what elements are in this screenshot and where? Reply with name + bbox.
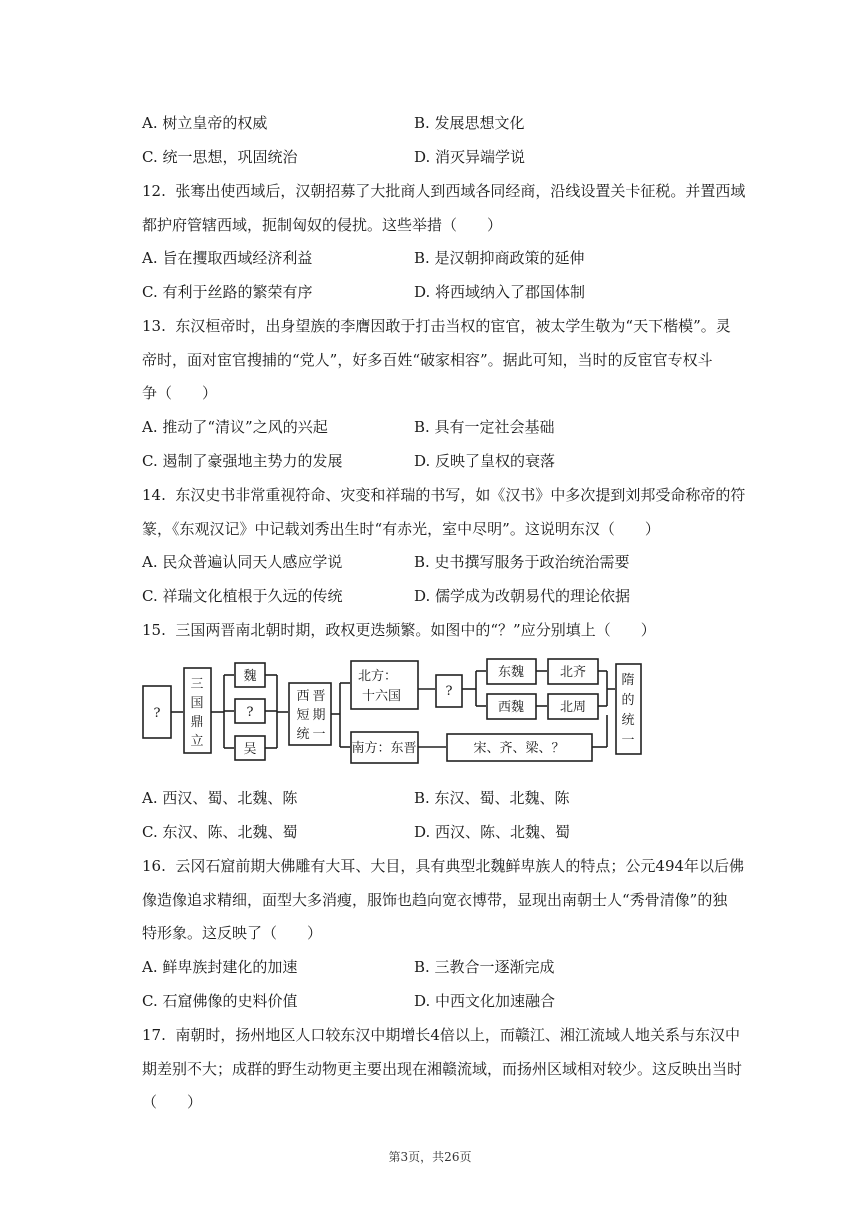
q14-option-c: C. 祥瑞文化植根于久远的传统 bbox=[142, 587, 343, 605]
q3-label: ? bbox=[445, 684, 453, 699]
western-jin-char-6: 一 bbox=[312, 727, 326, 742]
q16-stem-line2: 像造像追求精细，面型大多消瘦，服饰也趋向宽衣博带，显现出南朝士人“秀骨清像”的独 bbox=[142, 891, 728, 909]
page-number-footer: 第3页，共26页 bbox=[388, 1150, 472, 1164]
western-jin-char-2: 晋 bbox=[312, 689, 326, 704]
sui-char-2: 的 bbox=[621, 693, 635, 708]
q12-stem-line2: 都护府管辖西域，扼制匈奴的侵扰。这些举措（ ） bbox=[142, 216, 503, 234]
three-kingdoms-char-3: 鼎 bbox=[190, 715, 204, 730]
q11-option-b: B. 发展思想文化 bbox=[414, 114, 525, 132]
q12-option-a: A. 旨在攫取西域经济利益 bbox=[142, 249, 313, 267]
q13-option-a: A. 推动了“清议”之风的兴起 bbox=[142, 418, 328, 436]
q16-option-b: B. 三教合一逐渐完成 bbox=[414, 958, 555, 976]
q14-option-d: D. 儒学成为改朝易代的理论依据 bbox=[414, 587, 631, 605]
q11-option-d: D. 消灭异端学说 bbox=[414, 148, 526, 166]
west-wei-label: 西魏 bbox=[497, 700, 525, 715]
q15-stem-line1: 15. 三国两晋南北朝时期，政权更迭频繁。如图中的“？”应分别填上（ ） bbox=[142, 621, 656, 639]
southern-dynasties-label: 宋、齐、梁、？ bbox=[473, 741, 565, 756]
q1-label: ? bbox=[153, 706, 161, 721]
q14-option-b: B. 史书撰写服务于政治统治需要 bbox=[414, 553, 630, 571]
q11-option-a: A. 树立皇帝的权威 bbox=[142, 114, 268, 132]
q15-option-b: B. 东汉、蜀、北魏、陈 bbox=[414, 789, 570, 807]
q17-stem-line3: （ ） bbox=[142, 1093, 203, 1111]
q13-option-b: B. 具有一定社会基础 bbox=[414, 418, 555, 436]
q13-stem-line2: 帝时，面对宦官搜捕的“党人”，好多百姓“破家相容”。据此可知，当时的反宦官专权斗 bbox=[142, 351, 713, 369]
q11-option-c: C. 统一思想，巩固统治 bbox=[142, 148, 298, 166]
western-jin-char-3: 短 bbox=[296, 708, 310, 723]
q12-option-c: C. 有利于丝路的繁荣有序 bbox=[142, 283, 313, 301]
q14-stem-line2: 篆，《东观汉记》中记载刘秀出生时“有赤光，室中尽明”。这说明东汉（ ） bbox=[142, 520, 660, 538]
q16-option-a: A. 鲜卑族封建化的加速 bbox=[142, 958, 298, 976]
western-jin-char-5: 统 bbox=[296, 727, 310, 742]
q17-stem-line2: 期差别不大；成群的野生动物更主要出现在湘赣流域，而扬州区域相对较少。这反映出当时 bbox=[142, 1060, 743, 1078]
q14-stem-line1: 14. 东汉史书非常重视符命、灾变和祥瑞的书写，如《汉书》中多次提到刘邦受命称帝的符 bbox=[142, 486, 746, 504]
q13-option-c: C. 遏制了豪强地主势力的发展 bbox=[142, 452, 343, 470]
north-label-1: 北方： bbox=[358, 669, 398, 684]
south-label: 南方：东晋 bbox=[351, 741, 417, 756]
q16-option-d: D. 中西文化加速融合 bbox=[414, 992, 556, 1010]
q16-stem-line1: 16. 云冈石窟前期大佛雕有大耳、大目，具有典型北魏鲜卑族人的特点；公元494年以后佛 bbox=[142, 857, 745, 875]
q12-stem-line1: 12. 张骞出使西域后，汉朝招募了大批商人到西域各同经商，沿线设置关卡征税。并置西域 bbox=[142, 182, 746, 200]
q12-option-d: D. 将西域纳入了郡国体制 bbox=[414, 283, 586, 301]
western-jin-char-4: 期 bbox=[312, 708, 326, 723]
q15-option-d: D. 西汉、陈、北魏、蜀 bbox=[414, 823, 571, 841]
q12-option-b: B. 是汉朝抑商政策的延伸 bbox=[414, 249, 585, 267]
q17-stem-line1: 17. 南朝时，扬州地区人口较东汉中期增长4倍以上，而赣江、湘江流域人地关系与东汉中 bbox=[142, 1026, 740, 1044]
western-jin-char-1: 西 bbox=[296, 689, 310, 704]
north-label-2: 十六国 bbox=[362, 689, 402, 704]
wei-label: 魏 bbox=[243, 669, 257, 684]
wu-label: 吴 bbox=[243, 742, 257, 757]
q13-stem-line1: 13. 东汉桓帝时，出身望族的李膺因敢于打击当权的宦官，被太学生敬为“天下楷模”。灵 bbox=[142, 317, 731, 335]
sui-char-1: 隋 bbox=[621, 673, 635, 688]
q13-option-d: D. 反映了皇权的衰落 bbox=[414, 452, 556, 470]
q14-option-a: A. 民众普遍认同天人感应学说 bbox=[142, 553, 343, 571]
q15-option-c: C. 东汉、陈、北魏、蜀 bbox=[142, 823, 298, 841]
dynasty-succession-diagram bbox=[140, 655, 645, 770]
north-zhou-label: 北周 bbox=[559, 700, 587, 715]
three-kingdoms-char-1: 三 bbox=[190, 677, 204, 692]
north-qi-label: 北齐 bbox=[559, 665, 587, 680]
three-kingdoms-char-4: 立 bbox=[190, 734, 204, 749]
sui-char-3: 统 bbox=[621, 713, 635, 728]
q13-stem-line3: 争（ ） bbox=[142, 384, 218, 402]
q16-option-c: C. 石窟佛像的史料价值 bbox=[142, 992, 298, 1010]
q16-stem-line3: 特形象。这反映了（ ） bbox=[142, 924, 323, 942]
q2-label: ? bbox=[246, 705, 254, 720]
q15-option-a: A. 西汉、蜀、北魏、陈 bbox=[142, 789, 298, 807]
east-wei-label: 东魏 bbox=[497, 665, 525, 680]
sui-char-4: 一 bbox=[621, 733, 635, 748]
three-kingdoms-char-2: 国 bbox=[190, 696, 204, 711]
